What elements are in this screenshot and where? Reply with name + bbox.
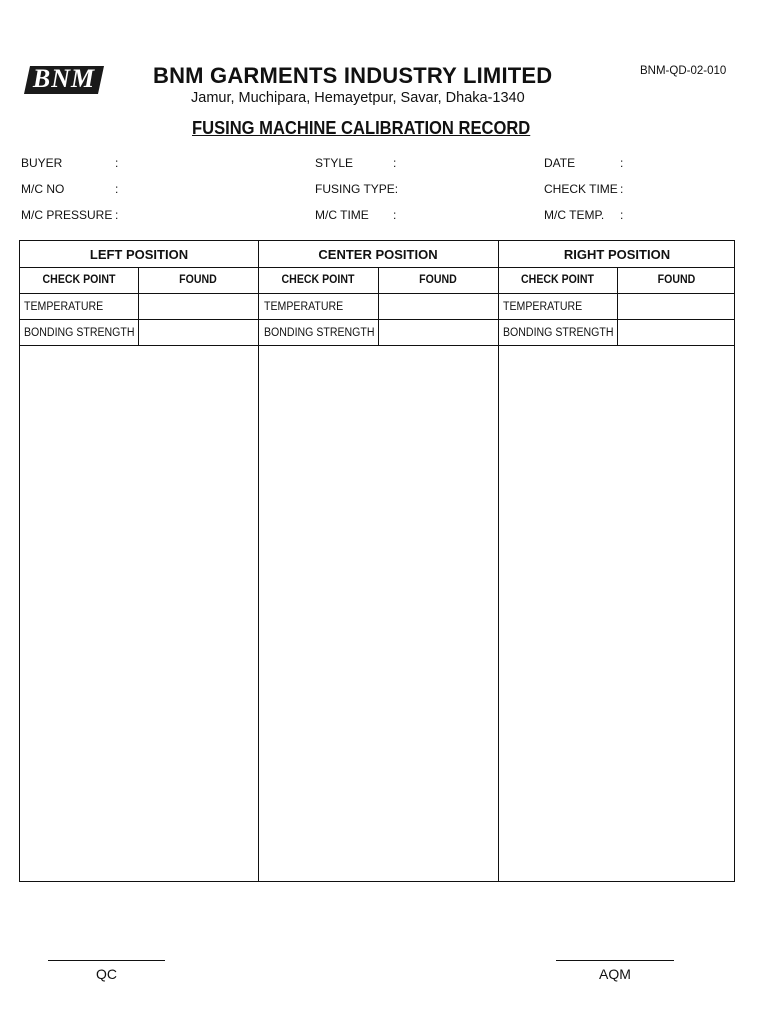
mc-temp-label: M/C TEMP. xyxy=(544,208,605,222)
bonding-strength-label: BONDING STRENGTH xyxy=(264,327,375,339)
temperature-label: TEMPERATURE xyxy=(503,301,583,313)
company-name: BNM GARMENTS INDUSTRY LIMITED xyxy=(153,63,553,88)
center-position-header: CENTER POSITION xyxy=(318,247,438,262)
right-bonding-found-cell[interactable] xyxy=(618,320,734,345)
logo-text: BNM xyxy=(32,64,96,93)
colon: : xyxy=(620,182,624,196)
colon: : xyxy=(393,208,397,222)
colon: : xyxy=(115,156,119,170)
column-divider xyxy=(258,241,259,881)
left-position-header: LEFT POSITION xyxy=(89,247,189,262)
calibration-table xyxy=(19,240,735,882)
buyer-label: BUYER xyxy=(21,156,63,170)
fusing-type-label: FUSING TYPE: xyxy=(315,182,399,196)
mc-pressure-label: M/C PRESSURE xyxy=(21,208,113,222)
document-number: BNM-QD-02-010 xyxy=(640,65,727,77)
aqm-signature-label: AQM xyxy=(599,966,631,982)
qc-signature-label: QC xyxy=(96,966,117,982)
mc-no-label: M/C NO xyxy=(21,182,65,196)
row-divider xyxy=(20,345,734,346)
check-point-header: CHECK POINT xyxy=(281,274,355,286)
date-label: DATE xyxy=(544,156,576,170)
form-title: FUSING MACHINE CALIBRATION RECORD xyxy=(192,118,531,138)
found-header: FOUND xyxy=(657,274,696,286)
left-temperature-found-cell[interactable] xyxy=(139,294,257,319)
colon: : xyxy=(620,208,624,222)
center-temperature-found-cell[interactable] xyxy=(379,294,497,319)
column-divider xyxy=(498,241,499,881)
colon: : xyxy=(115,182,119,196)
check-time-label: CHECK TIME xyxy=(544,182,618,196)
left-bonding-found-cell[interactable] xyxy=(139,320,257,345)
found-header: FOUND xyxy=(419,274,457,286)
colon: : xyxy=(393,156,397,170)
right-temperature-found-cell[interactable] xyxy=(618,294,734,319)
style-label: STYLE xyxy=(315,156,354,170)
mc-time-label: M/C TIME xyxy=(315,208,369,222)
right-position-header: RIGHT POSITION xyxy=(563,247,671,262)
bonding-strength-label: BONDING STRENGTH xyxy=(503,327,614,339)
row-divider xyxy=(20,267,734,268)
colon: : xyxy=(115,208,119,222)
check-point-header: CHECK POINT xyxy=(42,274,116,286)
check-point-header: CHECK POINT xyxy=(521,274,594,286)
found-header: FOUND xyxy=(179,274,217,286)
company-address: Jamur, Muchipara, Hemayetpur, Savar, Dhaka-1340 xyxy=(191,90,525,106)
aqm-signature-line xyxy=(556,960,674,961)
temperature-label: TEMPERATURE xyxy=(264,301,344,313)
temperature-label: TEMPERATURE xyxy=(24,301,104,313)
bonding-strength-label: BONDING STRENGTH xyxy=(24,327,135,339)
colon: : xyxy=(620,156,624,170)
center-bonding-found-cell[interactable] xyxy=(379,320,497,345)
qc-signature-line xyxy=(48,960,165,961)
